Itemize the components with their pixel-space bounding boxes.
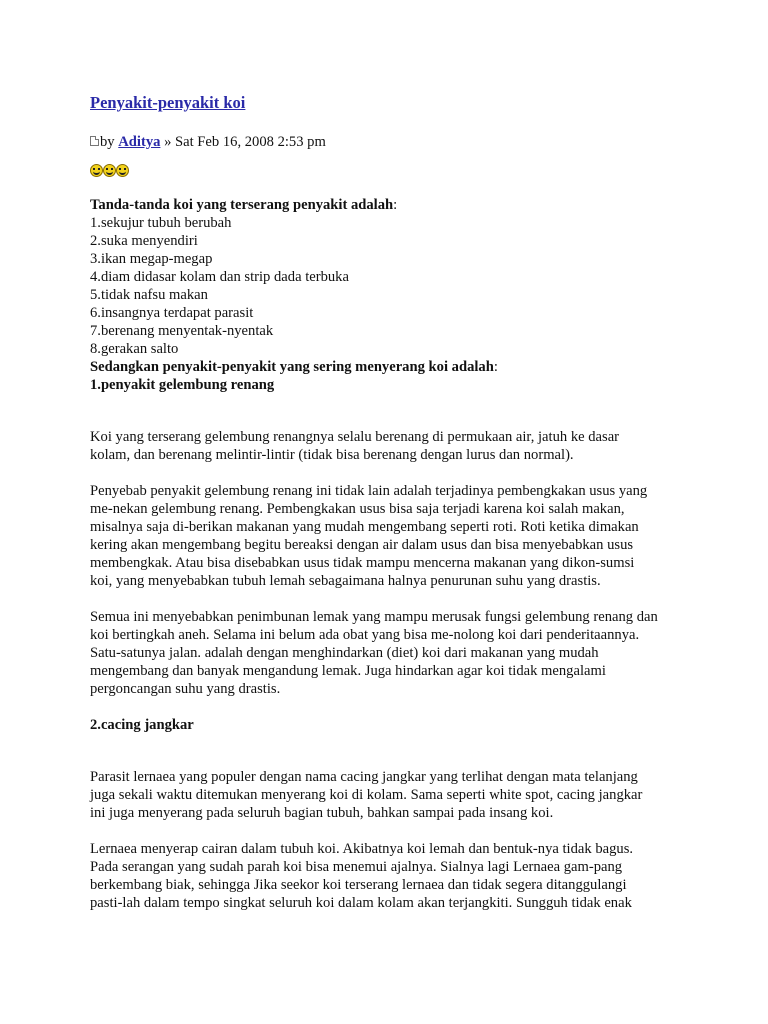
symptoms-heading-line — [90, 196, 690, 214]
post-date: » Sat Feb 16, 2008 2:53 pm — [160, 134, 326, 150]
symptom-item: 1.sekujur tubuh berubah — [90, 215, 232, 231]
symptom-item: 6.insangnya terdapat parasit — [90, 305, 254, 321]
paragraph-line: pergoncangan suhu yang drastis. — [90, 681, 281, 697]
symptoms-colon: : — [393, 197, 398, 213]
smiley-icon — [103, 164, 116, 177]
paragraph-line: juga sekali waktu ditemukan menyerang koi di kolam. Sama seperti white spot, cacing jangkar — [90, 787, 643, 803]
post-meta — [90, 132, 690, 152]
symptom-item: 5.tidak nafsu makan — [90, 287, 208, 303]
paragraph-line: kering akan mengembang begitu bereaksi dengan air dalam usus dan bisa menyebabkan usus — [90, 537, 634, 553]
smiley-icon — [90, 164, 103, 177]
diseases-heading: Sedangkan penyakit-penyakit yang sering menyerang koi adalah — [90, 359, 494, 375]
paragraph — [90, 840, 690, 912]
paragraph — [90, 428, 690, 464]
smiley-row — [90, 164, 690, 182]
paragraph-line: me-nekan gelembung renang. Pembengkakan usus bisa saja terjadi karena koi salah makan, — [90, 501, 625, 517]
section2-heading-block — [90, 716, 690, 734]
diseases-colon: : — [493, 359, 498, 375]
symptoms-section — [90, 196, 690, 394]
post-content — [90, 92, 690, 912]
section1-title: 1.penyakit gelembung renang — [90, 377, 275, 393]
paragraph — [90, 768, 690, 822]
smiley-icon — [116, 164, 129, 177]
paragraph-line: Pada serangan yang sudah parah koi bisa menemui ajalnya. Sialnya lagi Lernaea gam-pang — [90, 859, 623, 875]
paragraph-line: Satu-satunya jalan. adalah dengan menghindarkan (diet) koi dari makanan yang mudah — [90, 645, 599, 661]
paragraph-line: Semua ini menyebabkan penimbunan lemak yang mampu merusak fungsi gelembung renang dan — [90, 609, 658, 625]
paragraph — [90, 608, 690, 698]
section2-title: 2.cacing jangkar — [90, 717, 194, 733]
paragraph-line: ini juga menyerang pada seluruh bagian tubuh, bahkan sampai pada insang koi. — [90, 805, 554, 821]
paragraph-line: berkembang biak, sehingga Jika seekor koi terserang lernaea dan tidak segera ditanggulangi — [90, 877, 627, 893]
paragraph-line: Lernaea menyerap cairan dalam tubuh koi. Akibatnya koi lemah dan bentuk-nya tidak bagus. — [90, 841, 634, 857]
paragraph-line: mengembang dan banyak mengandung lemak. Juga hindarkan agar koi tidak mengalami — [90, 663, 606, 679]
paragraph-line: membengkak. Atau bisa disebabkan usus tidak mampu mencerna makanan yang dikon-sumsi — [90, 555, 635, 571]
post-title-link[interactable]: Penyakit-penyakit koi — [90, 93, 246, 112]
paragraph-line: misalnya saja di-berikan makanan yang mudah mengembang seperti roti. Roti ketika dimakan — [90, 519, 639, 535]
post-icon — [90, 136, 99, 146]
paragraph-line: pasti-lah dalam tempo singkat seluruh koi dalam kolam akan terjangkiti. Sungguh tidak enak — [90, 895, 632, 911]
symptom-item: 7.berenang menyentak-nyentak — [90, 323, 274, 339]
symptom-item: 2.suka menyendiri — [90, 233, 198, 249]
symptom-item: 8.gerakan salto — [90, 341, 179, 357]
paragraph-line: koi, yang menyebabkan tubuh lemah sebagaimana halnya penurunan suhu yang drastis. — [90, 573, 601, 589]
paragraph — [90, 482, 690, 590]
paragraph-line: Parasit lernaea yang populer dengan nama cacing jangkar yang terlihat dengan mata telanjang — [90, 769, 638, 785]
symptom-item: 4.diam didasar kolam dan strip dada terbuka — [90, 269, 349, 285]
symptom-item: 3.ikan megap-megap — [90, 251, 213, 267]
by-label: by — [100, 134, 115, 150]
paragraph-line: koi bertingkah aneh. Selama ini belum ada obat yang bisa me-nolong koi dari penderitaannya. — [90, 627, 640, 643]
diseases-heading-line — [90, 358, 690, 376]
paragraph-line: Penyebab penyakit gelembung renang ini tidak lain adalah terjadinya pembengkakan usus yang — [90, 483, 648, 499]
paragraph-line: kolam, dan berenang melintir-lintir (tidak bisa berenang dengan lurus dan normal). — [90, 447, 574, 463]
paragraph-line: Koi yang terserang gelembung renangnya selalu berenang di permukaan air, jatuh ke dasar — [90, 429, 620, 445]
symptoms-heading: Tanda-tanda koi yang terserang penyakit adalah — [90, 197, 394, 213]
author-link[interactable]: Aditya — [118, 134, 161, 150]
